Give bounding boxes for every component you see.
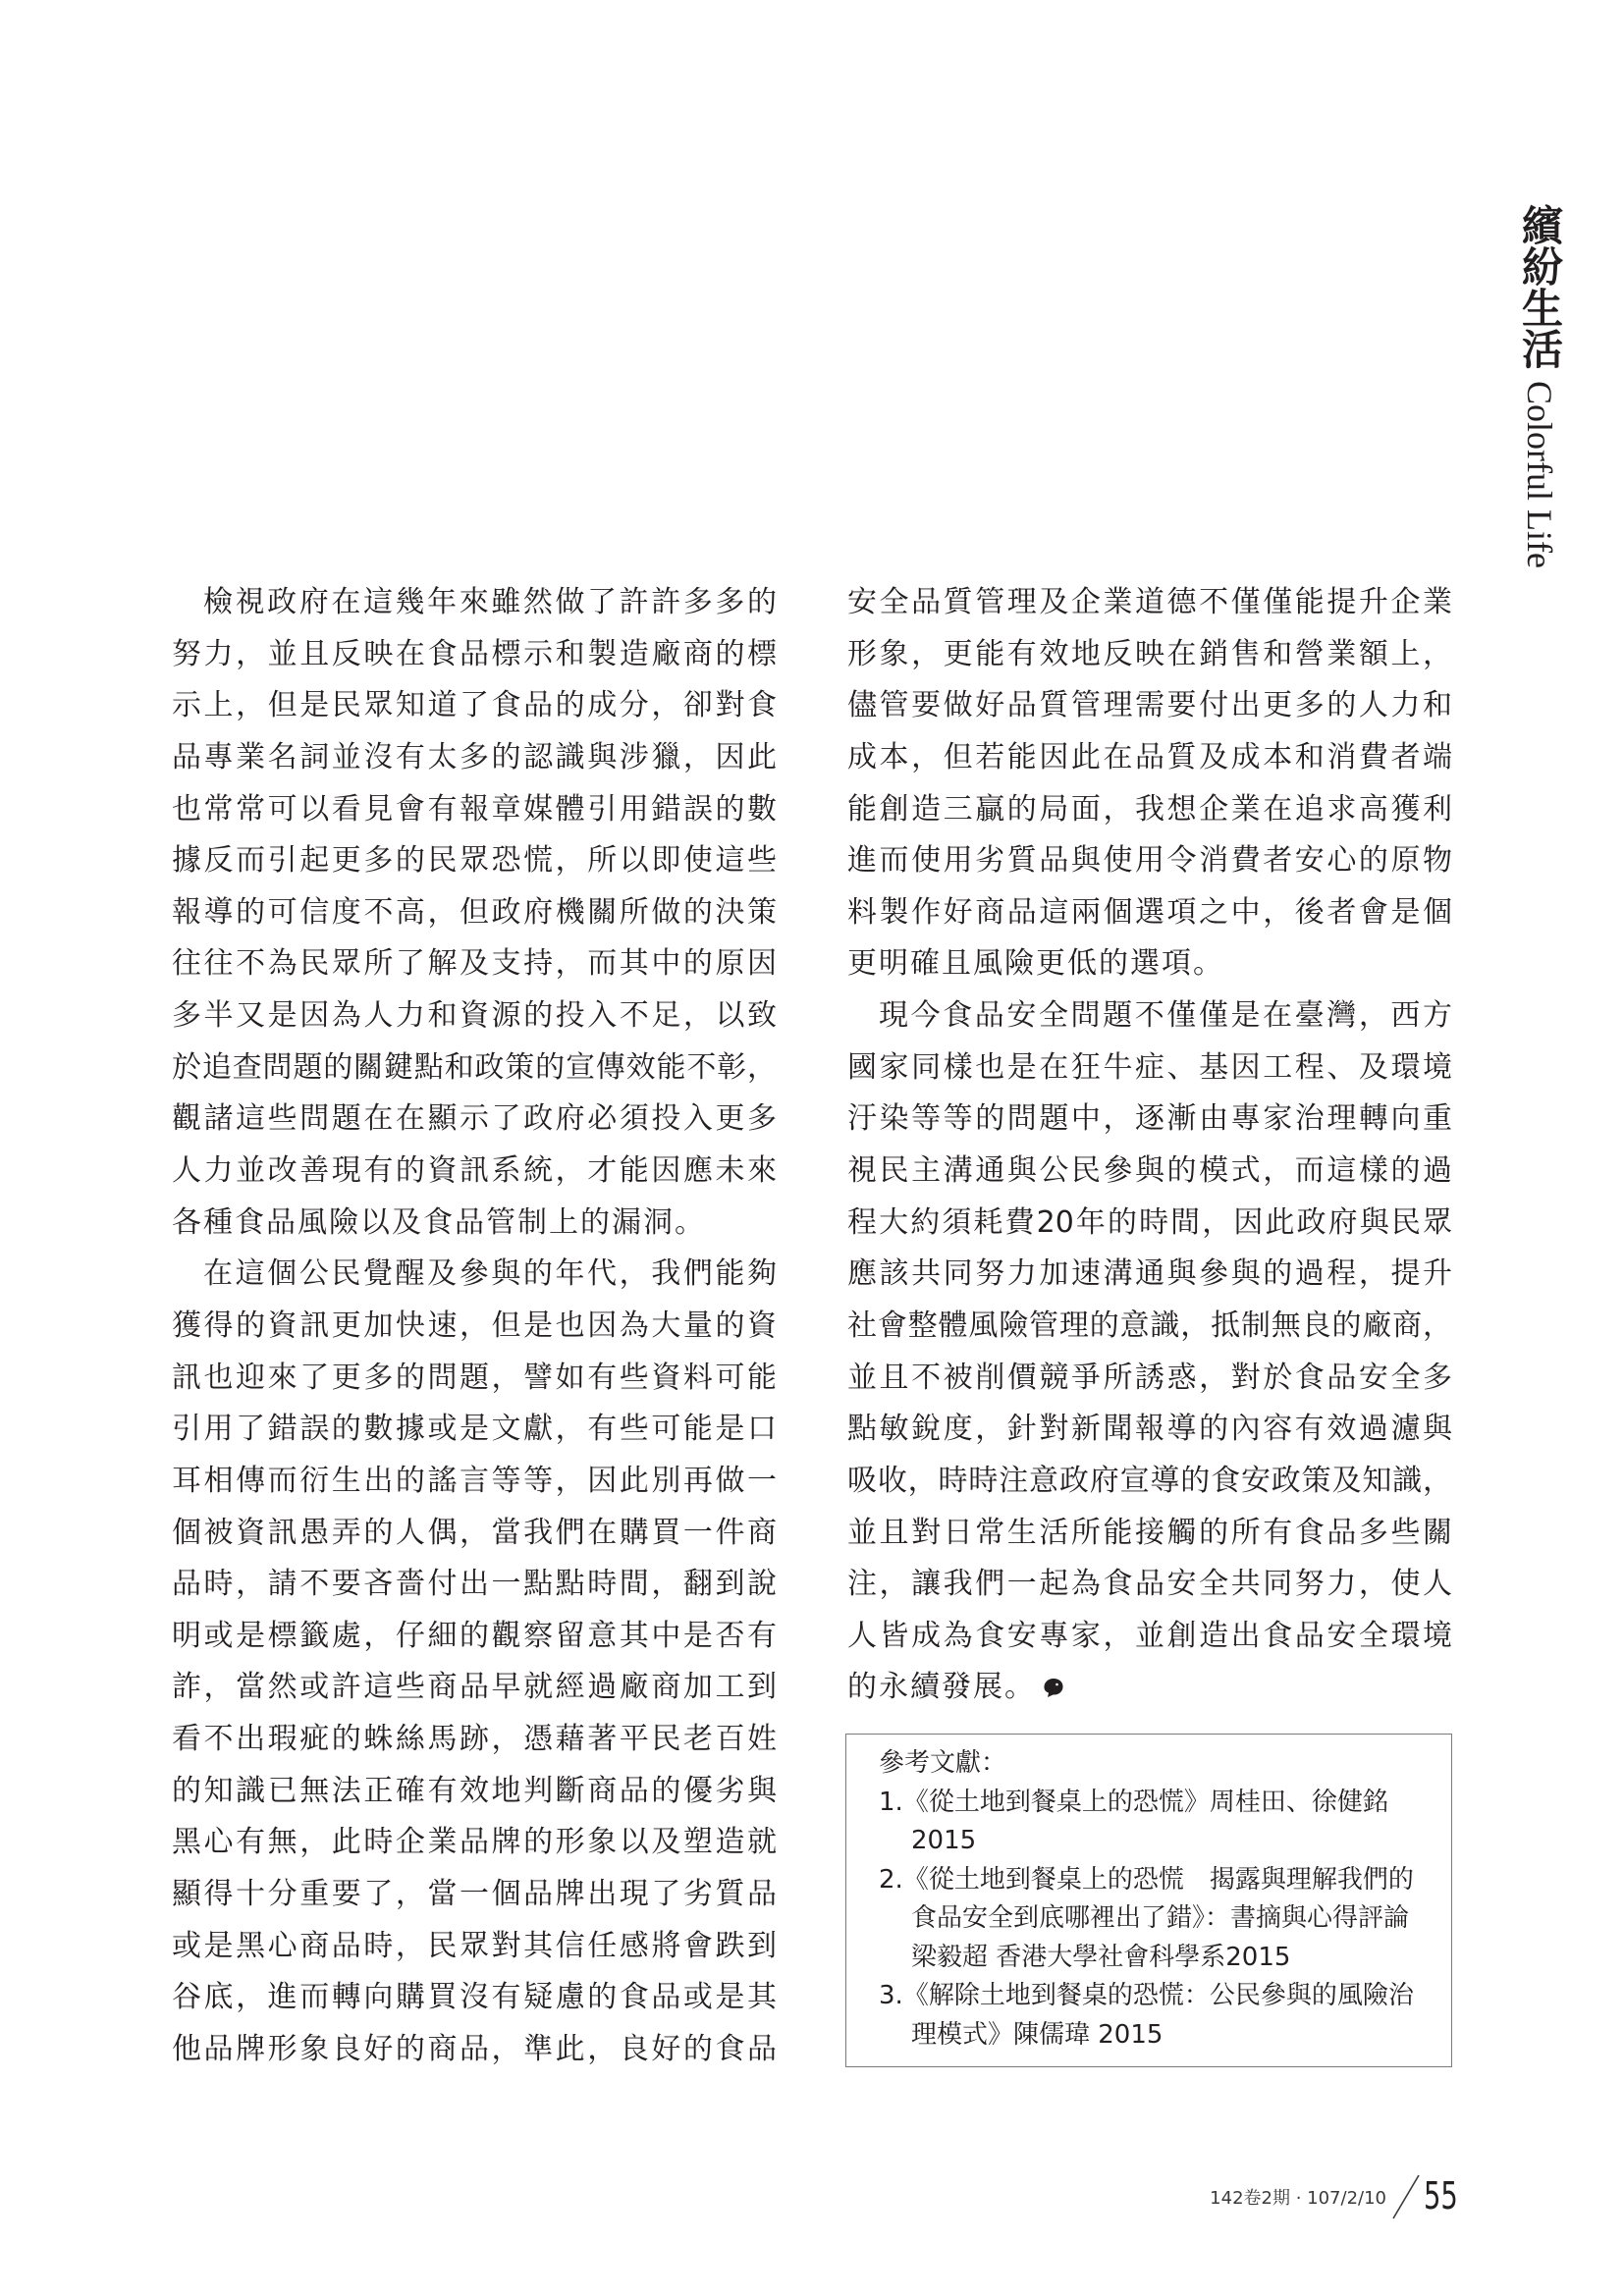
- text-line-content: 儘管要做好品質管理需要付出更多的人力和: [847, 688, 1452, 723]
- text-line: [847, 1301, 1452, 1353]
- text-line: [172, 1042, 777, 1095]
- text-line-content: 品時，請不要吝嗇付出一點點時間，翻到說: [172, 1567, 777, 1602]
- text-line-content: 料製作好商品這兩個選項之中，後者會是個: [847, 894, 1452, 930]
- text-line: [172, 1817, 777, 1869]
- text-line: [847, 887, 1452, 939]
- reference-line: [879, 1861, 1441, 1900]
- reference-text: 《從土地到餐桌上的恐慌》周桂田、徐健銘: [902, 1787, 1388, 1817]
- reference-item: [879, 1861, 1441, 1978]
- text-line: [172, 1611, 777, 1663]
- text-line-content: 人皆成為食安專家，並創造出食品安全環境: [847, 1618, 1452, 1653]
- text-line: [847, 1508, 1452, 1560]
- text-line-content: 各種食品風險以及食品管制上的漏洞。: [172, 1204, 706, 1240]
- reference-line: [879, 1822, 1441, 1861]
- reference-text: 《從土地到餐桌上的恐慌 揭露與理解我們的: [902, 1864, 1414, 1895]
- text-line: [172, 1249, 777, 1301]
- text-line: [847, 990, 1452, 1042]
- text-line: [172, 629, 777, 681]
- text-line: [847, 732, 1452, 784]
- text-line-content: 獲得的資訊更加快速，但是也因為大量的資: [172, 1308, 777, 1343]
- reference-item: [879, 1977, 1441, 2055]
- text-line-content: 並且對日常生活所能接觸的所有食品多些關: [847, 1515, 1452, 1550]
- text-line-content: 努力，並且反映在食品標示和製造廠商的標: [172, 636, 777, 671]
- text-line: [172, 1456, 777, 1508]
- reference-number: 2.: [879, 1864, 903, 1895]
- text-line: [172, 1972, 777, 2024]
- text-line: [172, 1353, 777, 1405]
- text-line-content: 谷底，進而轉向購買沒有疑慮的食品或是其: [172, 1980, 777, 2015]
- text-line: [847, 680, 1452, 732]
- text-line-content: 吸收，時時注意政府宣導的食安政策及知識，: [847, 1463, 1452, 1498]
- text-line: [172, 887, 777, 939]
- text-line: [847, 835, 1452, 887]
- text-line: [847, 629, 1452, 681]
- text-line: [172, 680, 777, 732]
- text-line-content: 或是黑心商品時，民眾對其信任感將會跌到: [172, 1928, 777, 1963]
- reference-line: [879, 2016, 1441, 2056]
- paragraph: [847, 577, 1452, 990]
- reference-item: [879, 1784, 1441, 1861]
- text-line-content: 據反而引起更多的民眾恐慌，所以即使這些: [172, 843, 777, 879]
- article-left-column: [172, 577, 777, 2076]
- text-line: [172, 835, 777, 887]
- text-line: [172, 577, 777, 629]
- text-line: [847, 1146, 1452, 1198]
- text-line: [172, 1301, 777, 1353]
- references-list: [879, 1784, 1441, 2056]
- reference-number: 1.: [879, 1787, 903, 1817]
- text-line-content: 程大約須耗費20年的時間，因此政府與民眾: [847, 1204, 1452, 1240]
- text-line-content: 個被資訊愚弄的人偶，當我們在購買一件商: [172, 1515, 777, 1550]
- references-box: [845, 1734, 1452, 2067]
- text-line-content: 訊也迎來了更多的問題，譬如有些資料可能: [172, 1360, 777, 1395]
- text-line-content: 注，讓我們一起為食品安全共同努力，使人: [847, 1567, 1452, 1602]
- reference-text: 梁毅超 香港大學社會科學系2015: [911, 1942, 1291, 1972]
- text-line-content: 也常常可以看見會有報章媒體引用錯誤的數: [172, 791, 777, 827]
- text-line-content: 示上，但是民眾知道了食品的成分，卻對食: [172, 688, 777, 723]
- text-line: [172, 938, 777, 990]
- reference-line: [879, 1784, 1441, 1823]
- text-line-content: 安全品質管理及企業道德不僅僅能提升企業: [847, 585, 1452, 619]
- references-heading: 參考文獻：: [879, 1748, 1007, 1778]
- text-line-content: 進而使用劣質品與使用令消費者安心的原物: [847, 843, 1452, 879]
- reference-text: 食品安全到底哪裡出了錯》：書摘與心得評論: [911, 1903, 1410, 1933]
- reference-text: 2015: [911, 1826, 977, 1855]
- text-line: [172, 1094, 777, 1146]
- text-line: [172, 1766, 777, 1818]
- text-line: [847, 1094, 1452, 1146]
- text-line-content: 詐，當然或許這些商品早就經過廠商加工到: [172, 1670, 777, 1705]
- section-title-en: Colorful Life: [1520, 381, 1559, 568]
- text-line: [172, 784, 777, 836]
- text-line: [172, 1714, 777, 1766]
- page-number: 55: [1424, 2174, 1458, 2217]
- text-line-content: 現今食品安全問題不僅僅是在臺灣，西方: [879, 998, 1452, 1034]
- text-line-content: 耳相傳而衍生出的謠言等等，因此別再做一: [172, 1463, 777, 1498]
- text-line: [172, 1869, 777, 1921]
- text-line-content: 的知識已無法正確有效地判斷商品的優劣與: [172, 1773, 777, 1808]
- text-line-content: 人力並改善現有的資訊系統，才能因應未來: [172, 1153, 777, 1189]
- text-line: [847, 577, 1452, 629]
- text-line: [847, 1249, 1452, 1301]
- text-line-content: 形象，更能有效地反映在銷售和營業額上，: [847, 636, 1452, 671]
- text-line-content: 明或是標籤處，仔細的觀察留意其中是否有: [172, 1618, 777, 1653]
- text-line: [172, 1921, 777, 1973]
- text-line: [847, 1042, 1452, 1095]
- text-line: [847, 1559, 1452, 1611]
- reference-text: 《解除土地到餐桌的恐慌：公民參與的風險治: [902, 1981, 1414, 2010]
- article-right-column: [847, 577, 1452, 1714]
- text-line-content: 檢視政府在這幾年來雖然做了許許多多的: [203, 585, 777, 619]
- text-line-content: 在這個公民覺醒及參與的年代，我們能夠: [203, 1256, 777, 1292]
- text-line-content: 引用了錯誤的數據或是文獻，有些可能是口: [172, 1412, 777, 1447]
- paragraph: [172, 1249, 777, 2075]
- text-line: [847, 1662, 1452, 1714]
- text-line-content: 並且不被削價競爭所誘惑，對於食品安全多: [847, 1360, 1452, 1395]
- text-line-content: 品專業名詞並沒有太多的認識與涉獵，因此: [172, 739, 777, 774]
- text-line-content: 的永續發展。: [847, 1670, 1036, 1705]
- text-line-content: 視民主溝通與公民參與的模式，而這樣的過: [847, 1153, 1452, 1189]
- text-line-content: 觀諸這些問題在在顯示了政府必須投入更多: [172, 1101, 777, 1137]
- section-title-zh: 繽紛生活: [1516, 204, 1564, 369]
- text-line-content: 點敏銳度，針對新聞報導的內容有效過濾與: [847, 1412, 1452, 1447]
- text-line: [172, 1146, 777, 1198]
- text-line-content: 更明確且風險更低的選項。: [847, 946, 1224, 982]
- reference-line: [879, 1899, 1441, 1939]
- text-line: [847, 938, 1452, 990]
- text-line-content: 能創造三贏的局面，我想企業在追求高獲利: [847, 791, 1452, 827]
- text-line-content: 於追查問題的關鍵點和政策的宣傳效能不彰，: [172, 1049, 777, 1085]
- text-line-content: 往往不為民眾所了解及支持，而其中的原因: [172, 946, 777, 982]
- end-mark-icon: [1042, 1676, 1065, 1699]
- page-divider-slash: [1390, 2172, 1422, 2221]
- text-line: [847, 1198, 1452, 1250]
- text-line: [847, 1611, 1452, 1663]
- reference-number: 3.: [879, 1981, 903, 2010]
- paragraph: [847, 990, 1452, 1714]
- text-line: [172, 1198, 777, 1250]
- text-line-content: 顯得十分重要了，當一個品牌出現了劣質品: [172, 1877, 777, 1912]
- text-line: [172, 1404, 777, 1456]
- text-line-content: 報導的可信度不高，但政府機關所做的決策: [172, 894, 777, 930]
- text-line: [172, 990, 777, 1042]
- text-line: [172, 2024, 777, 2076]
- text-line: [847, 1353, 1452, 1405]
- reference-text: 理模式》陳儒瑋 2015: [911, 2019, 1164, 2050]
- text-line-content: 國家同樣也是在狂牛症、基因工程、及環境: [847, 1049, 1452, 1085]
- text-line: [172, 1559, 777, 1611]
- reference-line: [879, 1977, 1441, 2016]
- text-line-content: 黑心有無，此時企業品牌的形象以及塑造就: [172, 1825, 777, 1860]
- text-line-content: 社會整體風險管理的意識，抵制無良的廠商，: [847, 1308, 1452, 1343]
- text-line: [172, 732, 777, 784]
- section-title: [1516, 204, 1564, 568]
- text-line-content: 他品牌形象良好的商品，準此，良好的食品: [172, 2031, 777, 2066]
- paragraph: [172, 577, 777, 1249]
- text-line-content: 多半又是因為人力和資源的投入不足，以致: [172, 998, 777, 1034]
- text-line: [847, 784, 1452, 836]
- reference-line: [879, 1939, 1441, 1978]
- text-line: [847, 1404, 1452, 1456]
- text-line-content: 汙染等等的問題中，逐漸由專家治理轉向重: [847, 1101, 1452, 1137]
- text-line: [847, 1456, 1452, 1508]
- text-line-content: 應該共同努力加速溝通與參與的過程，提升: [847, 1256, 1452, 1292]
- text-line-content: 成本，但若能因此在品質及成本和消費者端: [847, 739, 1452, 774]
- text-line-content: 看不出瑕疵的蛛絲馬跡，憑藉著平民老百姓: [172, 1722, 777, 1757]
- text-line: [172, 1662, 777, 1714]
- text-line: [172, 1508, 777, 1560]
- issue-info: 142卷2期 · 107/2/10: [1210, 2188, 1386, 2209]
